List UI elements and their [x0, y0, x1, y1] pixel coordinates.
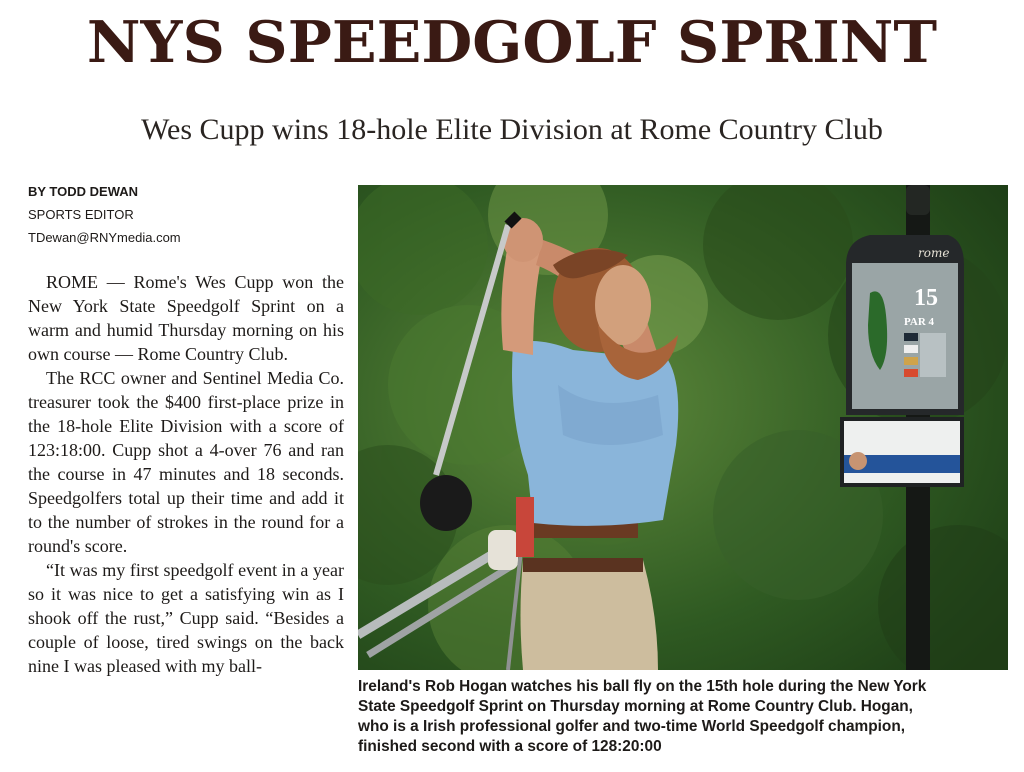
sign-logo: rome: [918, 246, 950, 260]
caption-line: finished second with a score of 128:20:00: [358, 738, 662, 755]
paragraph: “It was my first speedgolf event in a year so it was nice to get a satisfying win as I shook off the rust,” Cupp said. “Besides a couple of loose, tired swings on the back nine I was pleased with my ball-: [28, 560, 344, 676]
paragraph: ROME — Rome's Wes Cupp won the New York State Speedgolf Sprint on a warm and humid Thursday morning on his own course — Rome Country Club.: [28, 272, 344, 364]
photo-caption: [358, 677, 1008, 757]
hole-sign: [840, 235, 964, 487]
headline: NYS SPEEDGOLF SPRINT: [86, 9, 938, 76]
sign-hole-number: 15: [914, 285, 938, 311]
subheadline: Wes Cupp wins 18-hole Elite Division at Rome Country Club: [141, 113, 883, 146]
article-body: [28, 270, 344, 678]
paragraph: The RCC owner and Sentinel Media Co. treasurer took the $400 first-place prize in the 18-hole Elite Division with a score of 123:18:00. Cupp shot a 4-over 76 and ran the course in 47 minutes and 18 seconds. Speedgolfers total up their time and add it to the number of strokes in the round for a round's score.: [28, 368, 344, 556]
sign-par: PAR 4: [904, 316, 935, 328]
caption-line: Ireland's Rob Hogan watches his ball fly on the 15th hole during the New York: [358, 678, 927, 695]
article-photo: [358, 185, 1008, 670]
byline-author: BY TODD DEWAN: [28, 184, 139, 199]
caption-line: State Speedgolf Sprint on Thursday morning at Rome Country Club. Hogan,: [358, 698, 913, 715]
byline-title: SPORTS EDITOR: [28, 207, 134, 222]
byline: [28, 180, 181, 249]
byline-email: TDewan@RNYmedia.com: [28, 230, 181, 245]
caption-line: who is a Irish professional golfer and two-time World Speedgolf champion,: [358, 718, 905, 735]
